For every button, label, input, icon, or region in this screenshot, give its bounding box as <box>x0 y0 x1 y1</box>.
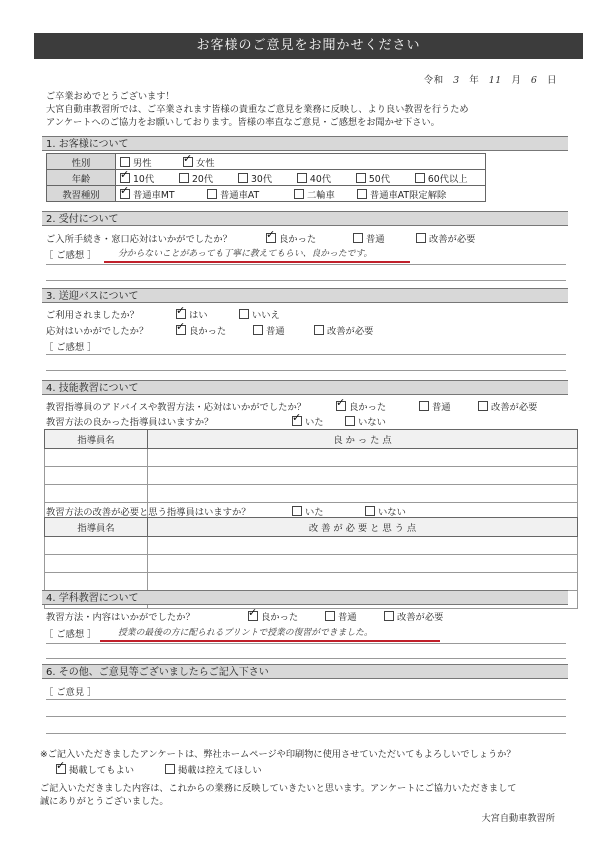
table-row <box>45 449 578 467</box>
academic-comment[interactable]: 授業の最後の方に配られるプリントで授業の復習ができました。 <box>118 628 373 638</box>
date-era: 令和 <box>423 75 444 86</box>
table-row <box>45 467 578 485</box>
closing-line: 誠にありがとうございました。 <box>40 796 169 807</box>
checkbox-checked[interactable] <box>56 764 66 774</box>
checkbox-checked[interactable] <box>183 157 193 167</box>
option[interactable]: 改善が必要 <box>314 323 374 337</box>
comment-label: ［ ご感想 ］ <box>44 629 97 640</box>
option[interactable]: いない <box>365 504 406 518</box>
form-date <box>418 72 557 86</box>
red-underline <box>100 640 440 642</box>
table-cell[interactable] <box>148 449 578 467</box>
date-month-unit: 月 <box>511 75 522 86</box>
checkbox[interactable] <box>416 233 426 243</box>
checkbox[interactable] <box>353 233 363 243</box>
checkbox[interactable] <box>478 401 488 411</box>
column-header: 良 か っ た 点 <box>148 430 578 449</box>
bus-service-options <box>176 323 373 337</box>
date-day-unit: 日 <box>546 75 557 86</box>
table-cell[interactable] <box>45 555 148 573</box>
checkbox[interactable] <box>314 325 324 335</box>
gender-option[interactable]: ✓ 女性 <box>183 155 215 169</box>
intro-text <box>46 90 566 129</box>
option[interactable]: ✓ 良かった <box>248 609 322 623</box>
table-cell[interactable] <box>148 485 578 503</box>
option[interactable]: 普通 <box>353 231 413 245</box>
option[interactable]: 掲載は控えてほしい <box>165 762 262 776</box>
checkbox-checked[interactable] <box>176 325 186 335</box>
age-option[interactable]: 30代 <box>238 171 294 185</box>
skill-question: 教習指導員のアドバイスや教習方法・応対はいかがでしたか？ <box>46 402 307 413</box>
section-heading: 6. その他、ご意見等ございましたらご記入下さい <box>42 664 568 679</box>
section-heading: 4. 技能教習について <box>42 380 568 395</box>
checkbox[interactable] <box>120 157 130 167</box>
age-options <box>116 170 486 186</box>
date-year[interactable]: 3 <box>453 75 460 86</box>
option[interactable]: いいえ <box>239 307 280 321</box>
age-option[interactable]: 20代 <box>179 171 235 185</box>
table-cell[interactable] <box>45 449 148 467</box>
date-year-unit: 年 <box>469 75 480 86</box>
type-option[interactable]: ✓ 普通車MT <box>120 187 204 201</box>
academic-question: 教習方法・内容はいかがでしたか？ <box>46 612 195 623</box>
option[interactable]: ✓ いた <box>292 414 342 428</box>
bus-usage-question: ご利用されましたか？ <box>46 310 139 321</box>
improve-instructor-options <box>292 504 406 518</box>
type-option[interactable]: 普通車AT <box>207 187 291 201</box>
checkbox[interactable] <box>207 189 217 199</box>
checkbox[interactable] <box>415 173 425 183</box>
table-cell[interactable] <box>148 467 578 485</box>
table-row <box>45 555 578 573</box>
gender-label: 性別 <box>47 154 116 170</box>
comment-line <box>46 658 566 659</box>
comment-line <box>46 354 566 355</box>
option[interactable]: ✓ 良かった <box>336 399 416 413</box>
type-option[interactable]: 二輪車 <box>294 187 354 201</box>
table-row <box>45 573 578 591</box>
intro-line: アンケートへのご協力をお願いしております。皆様の率直なご意見・ご感想をお聞かせ下さい。 <box>46 117 440 128</box>
option[interactable]: 普通 <box>253 323 311 337</box>
good-instructor-question: 教習方法の良かった指導員はいますか？ <box>46 417 214 428</box>
publication-options <box>56 762 262 776</box>
reception-question: ご入所手続き・窓口応対はいかがでしたか？ <box>46 234 232 245</box>
table-cell[interactable] <box>45 485 148 503</box>
comment-line <box>46 280 566 281</box>
closing-text <box>40 782 570 808</box>
intro-line: 大宮自動車教習所では、ご卒業されます皆様の貴重なご意見を業務に反映し、より良い教習を行うため <box>46 104 469 115</box>
comment-label: ［ ご感想 ］ <box>44 250 97 261</box>
option[interactable]: 改善が必要 <box>416 231 476 245</box>
comment-label: ［ ご感想 ］ <box>44 342 97 353</box>
section-heading: 2. 受付について <box>42 211 568 226</box>
table-row <box>45 537 578 555</box>
bus-usage-options <box>176 307 280 321</box>
type-option[interactable]: 普通車AT限定解除 <box>357 187 446 201</box>
option[interactable]: 改善が必要 <box>478 399 538 413</box>
age-option[interactable]: 50代 <box>356 171 412 185</box>
checkbox[interactable] <box>384 611 394 621</box>
improve-instructor-question: 教習方法の改善が必要と思う指導員はいますか？ <box>46 507 251 518</box>
comment-line <box>46 699 566 700</box>
type-label: 教習種別 <box>47 186 116 202</box>
type-options <box>116 186 486 202</box>
checkbox[interactable] <box>292 506 302 516</box>
checkbox-checked[interactable] <box>176 309 186 319</box>
column-header: 指導員名 <box>45 430 148 449</box>
checkbox[interactable] <box>356 173 366 183</box>
checkbox[interactable] <box>294 189 304 199</box>
table-cell[interactable] <box>45 573 148 591</box>
checkbox-checked[interactable] <box>120 189 130 199</box>
comment-label: ［ ご意見 ］ <box>44 687 97 698</box>
comment-line <box>46 264 566 265</box>
option[interactable]: 普通 <box>419 399 475 413</box>
column-header: 改 善 が 必 要 と 思 う 点 <box>148 518 578 537</box>
option[interactable]: 普通 <box>325 609 381 623</box>
closing-line: ご記入いただきました内容は、これからの業務に反映していきたいと思います。アンケートにご協力いただきまして <box>40 783 517 794</box>
checkbox-checked[interactable] <box>336 401 346 411</box>
table-cell[interactable] <box>45 537 148 555</box>
age-option[interactable]: 60代以上 <box>415 171 468 185</box>
checkbox[interactable] <box>179 173 189 183</box>
checkbox[interactable] <box>357 189 367 199</box>
option[interactable]: ✓掲載してもよい <box>56 762 162 776</box>
table-row <box>45 485 578 503</box>
checkbox-checked[interactable] <box>266 233 276 243</box>
checkbox[interactable] <box>253 325 263 335</box>
checkbox[interactable] <box>297 173 307 183</box>
good-instructor-options <box>292 414 386 428</box>
section-heading: 3. 送迎バスについて <box>42 288 568 303</box>
table-cell[interactable] <box>148 555 578 573</box>
reception-comment[interactable]: 分からないことがあっても丁寧に教えてもらい、良かったです。 <box>118 249 373 259</box>
red-underline <box>104 261 410 263</box>
section-heading: 4. 学科教習について <box>42 590 568 605</box>
organization-name: 大宮自動車教習所 <box>481 813 555 824</box>
column-header: 指導員名 <box>45 518 148 537</box>
age-label: 年齢 <box>47 170 116 186</box>
checkbox-checked[interactable] <box>248 611 258 621</box>
checkbox[interactable] <box>325 611 335 621</box>
date-day[interactable]: 6 <box>530 75 538 86</box>
option[interactable]: いた <box>292 504 362 518</box>
age-option[interactable]: ✓ 10代 <box>120 171 176 185</box>
checkbox[interactable] <box>239 309 249 319</box>
option[interactable]: 改善が必要 <box>384 609 444 623</box>
checkbox[interactable] <box>365 506 375 516</box>
form-title: お客様のご意見をお聞かせください <box>34 33 583 59</box>
academic-options <box>248 609 443 623</box>
option[interactable]: ✓ はい <box>176 307 236 321</box>
table-cell[interactable] <box>148 537 578 555</box>
date-month[interactable]: 11 <box>488 75 502 86</box>
comment-line <box>46 643 566 644</box>
option[interactable]: ✓ 良かった <box>176 323 250 337</box>
gender-option[interactable]: 男性 <box>120 155 180 169</box>
comment-line <box>46 716 566 717</box>
customer-info-table <box>46 153 486 202</box>
checkbox-checked[interactable] <box>292 416 302 426</box>
checkbox[interactable] <box>419 401 429 411</box>
age-option[interactable]: 40代 <box>297 171 353 185</box>
reception-options <box>266 231 475 245</box>
skill-options <box>336 399 537 413</box>
table-cell[interactable] <box>45 467 148 485</box>
table-cell[interactable] <box>148 573 578 591</box>
intro-line: ご卒業おめでとうございます！ <box>46 91 175 102</box>
section-heading: 1. お客様について <box>42 136 568 151</box>
comment-line <box>46 370 566 371</box>
option[interactable]: いない <box>345 414 386 428</box>
gender-options <box>116 154 486 170</box>
comment-line <box>46 733 566 734</box>
checkbox[interactable] <box>345 416 355 426</box>
checkbox[interactable] <box>165 764 175 774</box>
option[interactable]: ✓ 良かった <box>266 231 350 245</box>
checkbox-checked[interactable] <box>120 173 130 183</box>
publication-note: ※ご記入いただきましたアンケートは、弊社ホームページや印刷物に使用させていただいてもよろしいでしょうか？ <box>40 749 516 760</box>
bus-service-question: 応対はいかがでしたか？ <box>46 326 149 337</box>
checkbox[interactable] <box>238 173 248 183</box>
